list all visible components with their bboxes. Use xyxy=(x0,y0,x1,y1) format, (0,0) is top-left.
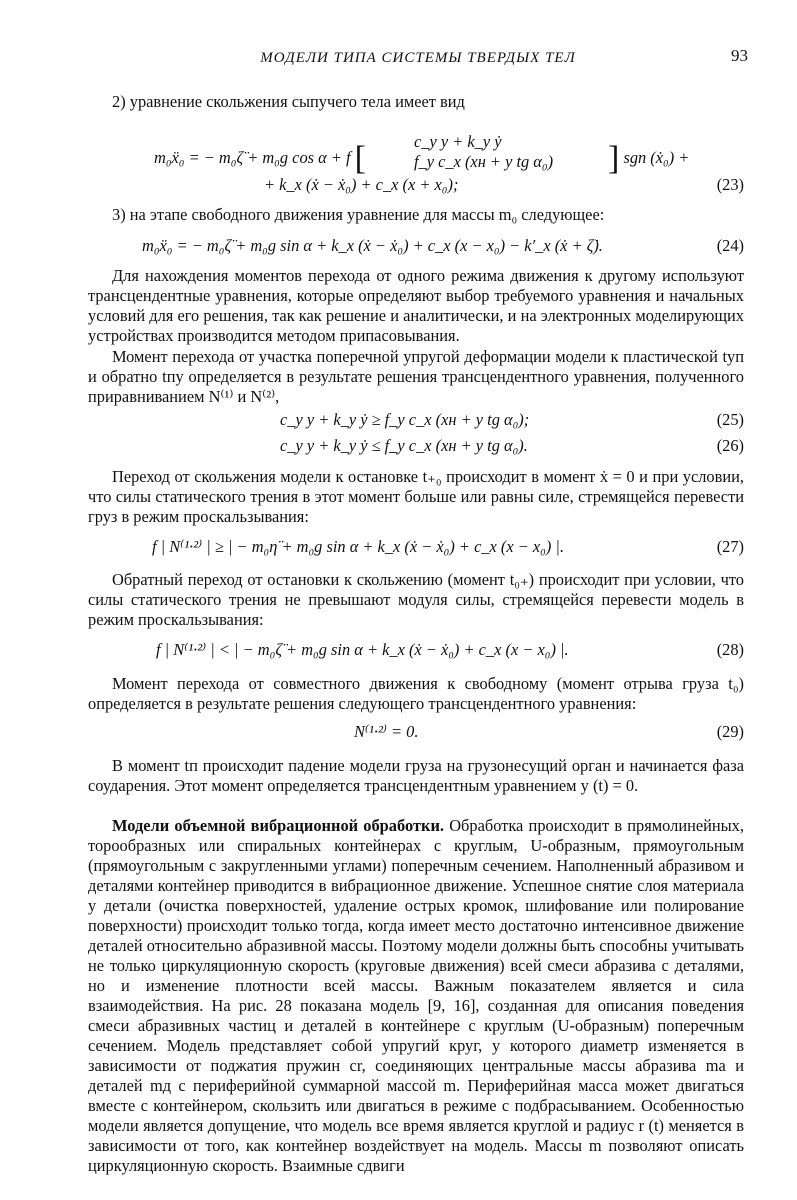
equation-25 xyxy=(88,410,744,432)
eq27-body: f | N⁽¹·²⁾ | ≥ | − m₀η̈ + m₀g sin α + k_x (ẋ − ẋ₀) + c_x (x − x₀) |. xyxy=(152,537,565,556)
eq26-body: c_y y + k_y ẏ ≤ f_y c_x (xн + y tg α₀). xyxy=(280,436,528,455)
eq23-bracket-top: c_y y + k_y ẏ xyxy=(414,132,502,151)
paragraph-reverse: Обратный переход от остановки к скольжению (момент t₀₊) происходит при условии, что силы статического трения не превышают модуля силы, стремящейся перевести модель в режим проскальзывания: xyxy=(88,570,744,629)
paragraph-separation: Момент перехода от совместного движения к свободному (момент отрыва груза t₀) определяется в результате решения следующего трансцендентного уравнения: xyxy=(88,674,744,713)
eq26-number: (26) xyxy=(716,436,744,455)
running-title: МОДЕЛИ ТИПА СИСТЕМЫ ТВЕРДЫХ ТЕЛ xyxy=(260,50,576,66)
equation-24 xyxy=(88,236,744,258)
equation-29 xyxy=(88,722,744,744)
eq23-bracket-close: ] xyxy=(608,140,620,177)
eq23-number: (23) xyxy=(716,175,744,194)
eq23-left: m₀ẍ₀ = − m₀ζ̈ + m₀g cos α + f xyxy=(154,147,351,167)
eq27-number: (27) xyxy=(716,537,744,556)
item2-intro: 2) уравнение скольжения сыпучего тела имеет вид xyxy=(112,92,465,111)
equation-26 xyxy=(88,436,744,458)
eq23-bracket-bottom: f_y c_x (xн + y tg α₀) xyxy=(414,152,554,171)
section-heading: Модели объемной вибрационной обработки. xyxy=(112,816,444,835)
eq29-body: N⁽¹·²⁾ = 0. xyxy=(354,722,419,741)
equation-23-line2 xyxy=(88,175,744,197)
eq23-line2: + k_x (ẋ − ẋ₀) + c_x (x + x₀); xyxy=(264,175,459,194)
paragraph-transcendent: Для нахождения моментов перехода от одного режима движения к другому используют трансцендентные уравнения, которые определяют выбор требуемого уравнения и начальных условий для его решения, так как решение и аналитически, и на электронных моделирующих устройствах производится методом припасовывания. xyxy=(88,266,744,345)
page-number: 93 xyxy=(731,46,748,65)
equation-28 xyxy=(88,640,744,662)
eq28-body: f | N⁽¹·²⁾ | < | − m₀ζ̈ + m₀g sin α + k_x (ẋ − ẋ₀) + c_x (x − x₀) |. xyxy=(156,640,569,659)
eq23-right: sgn (ẋ₀) + xyxy=(623,147,690,167)
item3-intro: 3) на этапе свободного движения уравнение для массы m₀ следующее: xyxy=(112,205,605,224)
eq24-body: m₀ẍ₀ = − m₀ζ̈ + m₀g sin α + k_x (ẋ − ẋ₀) + c_x (x − x₀) − k′_x (ẋ + ζ̇). xyxy=(142,236,603,255)
eq24-number: (24) xyxy=(716,236,744,255)
equation-27 xyxy=(88,537,744,559)
eq23-bracket-open: [ xyxy=(354,140,366,177)
section-vibration-processing xyxy=(88,816,744,1176)
eq25-number: (25) xyxy=(716,410,744,429)
page-header xyxy=(88,46,748,72)
section-body: Обработка происходит в прямолинейных, торообразных или спиральных контейнерах с круглым, U-образным, прямоугольным (прямоугольным с закругленными углами) поперечным сечением. Наполненный абразивом и деталями контейнер приводится в вибрационное движение. Успешное снятие слоя материала у детали (очистка поверхностей, удаление острых кромок, шлифование или полирование поверхности) происходит только тогда, когда имеет место достаточно интенсивное движение деталей относительно абразивной массы. Поэтому модели должны быть способны учитывать не только циркуляционную скорость (круговые движения) всей смеси абразива с деталями, но и изменение плотности всей массы. Важным показателем является и сила взаимодействия. На рис. 28 показана модель [9, 16], созданная для описания поведения смеси абразивных частиц и деталей в контейнере с круглым (U-образным) поперечным сечением. Модель представляет собой упругий круг, у которого диаметр изменяется в зависимости от поджатия пружин cr, соединяющих центральные массы абразива mа и деталей mд с периферийной суммарной массой m. Периферийная масса может двигаться вместе с контейнером, скользить или двигаться в режиме с подбрасыванием. Особенностью модели является допущение, что модель все время является круглой и радиус r (t) меняется в зависимости от того, как контейнер воздействует на модель. Массы m позволяют описать циркуляционную скорость. Взаимные сдвиги xyxy=(88,816,744,1175)
eq25-body: c_y y + k_y ẏ ≥ f_y c_x (xн + y tg α₀); xyxy=(280,410,530,429)
eq28-number: (28) xyxy=(716,640,744,659)
paragraph-fall: В момент tп происходит падение модели груза на грузонесущий орган и начинается фаза соударения. Этот момент определяется трансцендентным уравнением y (t) = 0. xyxy=(88,756,744,795)
paragraph-stop: Переход от скольжения модели к остановке t₊₀ происходит в момент ẋ = 0 и при условии, что силы статического трения в этот момент больше или равны силе, стремящейся перевести груз в режим проскальзывания: xyxy=(88,467,744,526)
eq29-number: (29) xyxy=(716,722,744,741)
paragraph-transition: Момент перехода от участка поперечной упругой деформации модели к пластической tуп и обратно tпу определяется в результате решения трансцендентного уравнения, полученного приравниванием N⁽¹⁾ и N⁽²⁾, xyxy=(88,347,744,406)
